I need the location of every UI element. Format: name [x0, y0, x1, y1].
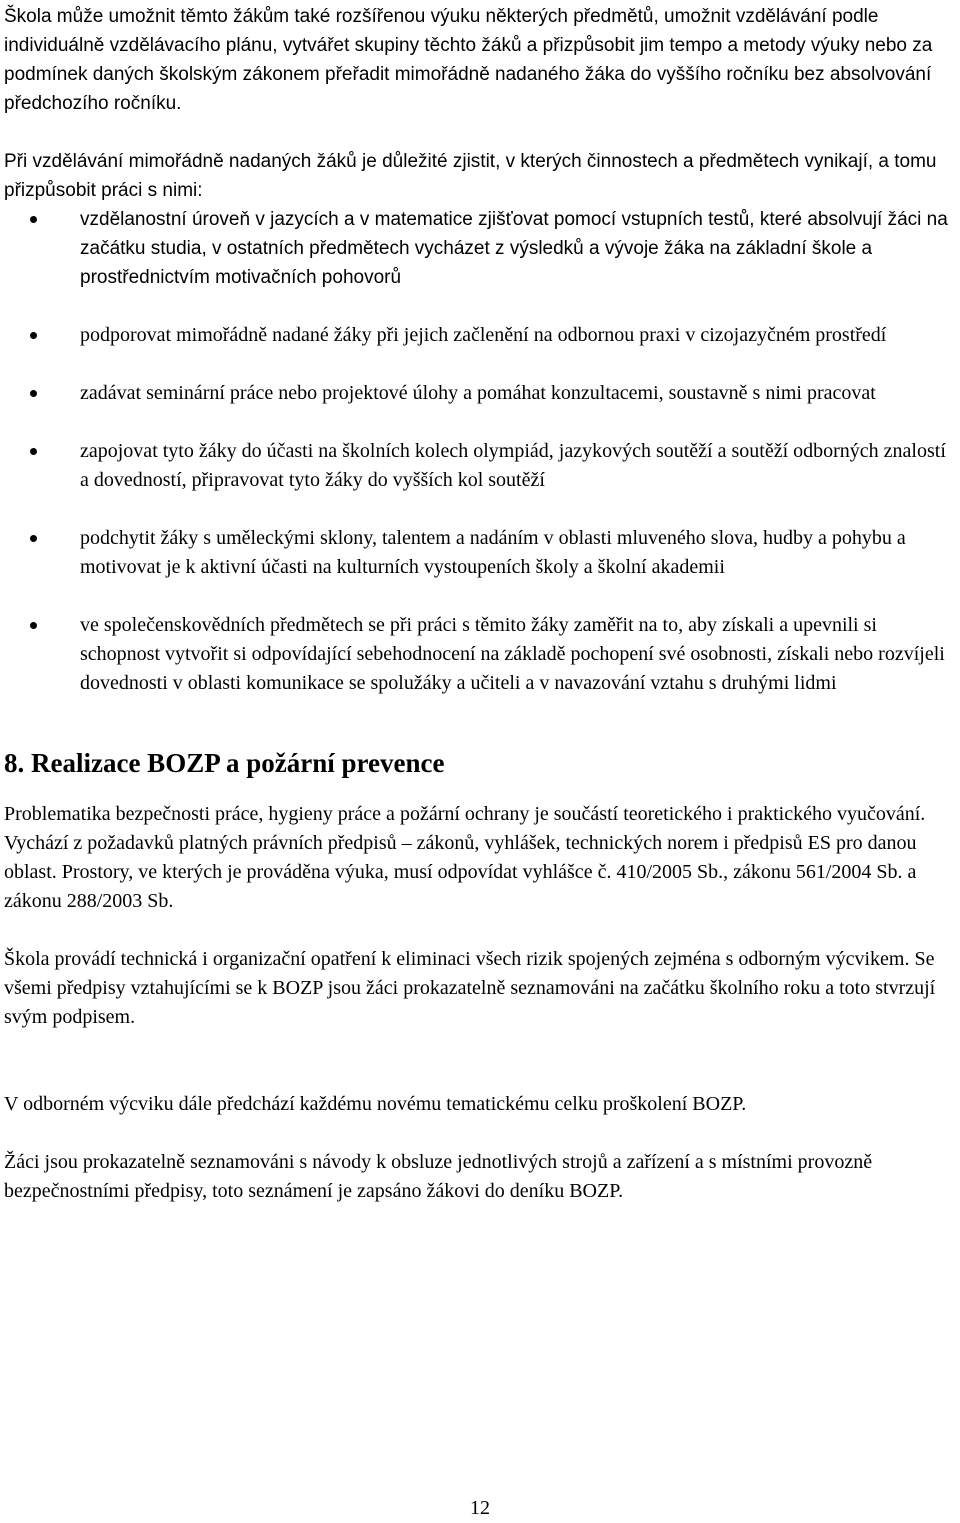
bullet-icon	[30, 216, 37, 223]
list-item	[4, 379, 956, 408]
list-item-text: zadávat seminární práce nebo projektové úlohy a pomáhat konzultacemi, soustavně s nimi pracovat	[80, 382, 876, 404]
page-number: 12	[470, 1497, 490, 1519]
list-item	[4, 524, 956, 582]
gifted-measures-list	[4, 205, 956, 698]
bozp-paragraph: Škola provádí technická i organizační opatření k eliminaci všech rizik spojených zejména s odborným výcvikem. Se všemi předpisy vztahujícími se k BOZP jsou žáci prokazatelně seznamováni na začátku školního roku a toto stvrzují svým podpisem.	[4, 948, 936, 1028]
intro-paragraph: Škola může umožnit těmto žákům také rozšířenou výuku některých předmětů, umožnit vzdělávání podle individuálně vzdělávacího plánu, vytvářet skupiny těchto žáků a přizpůsobit jim tempo a metody výuky nebo za podmínek daných školským zákonem přeřadit mimořádně nadaného žáka do vyššího ročníku bez absolvování předchozího ročníku.	[4, 6, 933, 114]
bullet-icon	[30, 535, 37, 542]
list-item	[4, 321, 956, 350]
list-item-text: ve společenskovědních předmětech se při práci s těmito žáky zaměřit na to, aby získali a upevnili si schopnost vytvořit si odpovídající sebehodnocení na základě pochopení své osobnosti, získali nebo rozvíjeli dovednosti v oblasti komunikace se spolužáky a učiteli a v navazování vztahu s druhými lidmi	[80, 614, 945, 694]
list-item	[4, 611, 956, 698]
list-item-text: podporovat mimořádně nadané žáky při jejich začlenění na odbornou praxi v cizojazyčném prostředí	[80, 324, 887, 346]
bozp-paragraph: Žáci jsou prokazatelně seznamováni s návody k obsluze jednotlivých strojů a zařízení a s místními provozně bezpečnostními předpisy, toto seznámení je zapsáno žákovi do deníku BOZP.	[4, 1151, 873, 1202]
gifted-intro-paragraph: Při vzdělávání mimořádně nadaných žáků je důležité zjistit, v kterých činnostech a předmětech vynikají, a tomu přizpůsobit práci s nimi:	[4, 151, 937, 201]
bozp-paragraph: V odborném výcviku dále předchází každému novému tematickému celku proškolení BOZP.	[4, 1093, 747, 1115]
list-item	[4, 205, 956, 292]
section-heading: 8. Realizace BOZP a požární prevence	[4, 748, 445, 778]
bullet-icon	[30, 622, 37, 629]
bozp-paragraph: Problematika bezpečnosti práce, hygieny práce a požární ochrany je součástí teoretického i praktického vyučování. Vychází z požadavků platných právních předpisů – zákonů, vyhlášek, technických norem i předpisů ES pro danou oblast. Prostory, ve kterých je prováděna výuka, musí odpovídat vyhlášce č. 410/2005 Sb., zákonu 561/2004 Sb. a zákonu 288/2003 Sb.	[4, 803, 926, 912]
list-item-text: vzdělanostní úroveň v jazycích a v matematice zjišťovat pomocí vstupních testů, které absolvují žáci na začátku studia, v ostatních předmětech vycházet z výsledků a vývoje žáka na základní škole a prostřednictvím motivačních pohovorů	[80, 209, 948, 288]
bullet-icon	[30, 332, 37, 339]
bullet-icon	[30, 448, 37, 455]
bullet-icon	[30, 390, 37, 397]
list-item	[4, 437, 956, 495]
list-item-text: podchytit žáky s uměleckými sklony, talentem a nadáním v oblasti mluveného slova, hudby a pohybu a motivovat je k aktivní účasti na kulturních vystoupeních školy a školní akademii	[80, 527, 906, 578]
list-item-text: zapojovat tyto žáky do účasti na školních kolech olympiád, jazykových soutěží a soutěží odborných znalostí a dovedností, připravovat tyto žáky do vyšších kol soutěží	[80, 440, 946, 491]
document-page	[4, 2, 956, 1206]
